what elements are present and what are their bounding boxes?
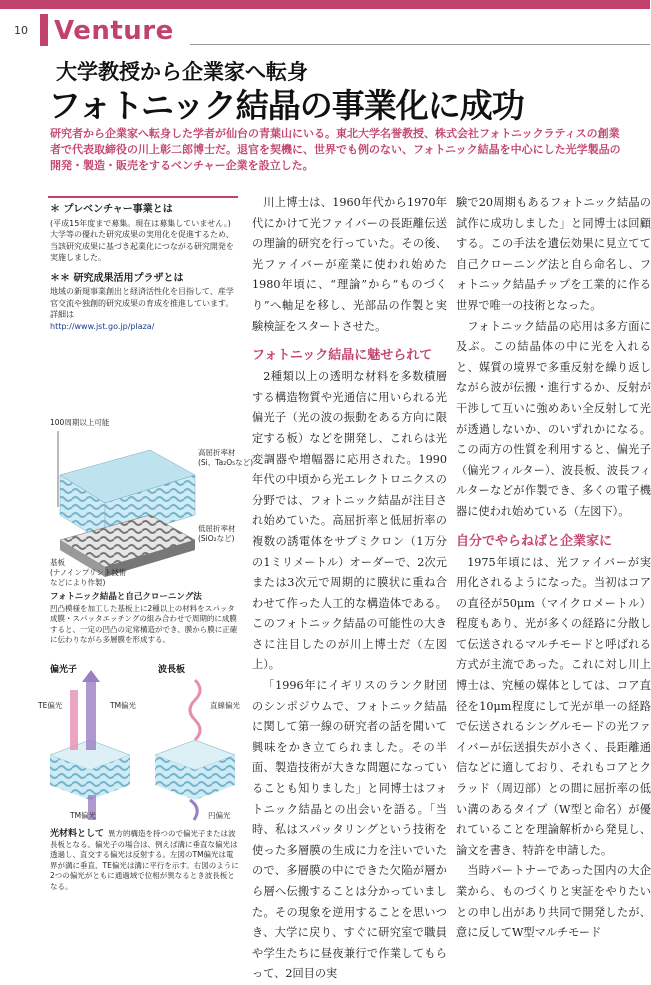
section-rule — [190, 44, 650, 45]
section-header — [40, 14, 650, 46]
body-paragraph-1: 川上博士は、1960年代から1970年代にかけて光ファイバーの長距離伝送の理論的研究を行っていた。その後、光ファイバーが産業に使われ始めた1980年頃に、“理論”から“ものづくり”へ軸足を移し、光部品の作製と実験検証をスタートさせた。 — [252, 196, 447, 333]
body-column-1 — [252, 193, 447, 985]
fig2-te-label: TE偏光 — [38, 701, 63, 710]
fig2-caption-title: 光材料として — [50, 829, 105, 839]
fig2-tm-bottom-label: TM偏光 — [70, 811, 97, 820]
fig2-circular-label: 円偏光 — [208, 811, 231, 820]
body-paragraph-7: 当時パートナーであった国内の大企業から、ものづくりと実証をやりたいとの申し出があり共同で開発したが、意に反してW型マルチモード — [456, 864, 651, 940]
fig1-caption-title: フォトニック結晶と自己クローニング法 — [50, 592, 202, 602]
article-title: フォトニック結晶の事業化に成功 — [48, 86, 524, 125]
section-label: Venture — [54, 16, 174, 46]
fig1-period-label: 100周期以上可能 — [50, 418, 110, 427]
top-accent-bar — [0, 0, 650, 9]
body-paragraph-5: フォトニック結晶の応用は多方面に及ぶ。この結晶体の中に光を入れると、媒質の境界で多重反射を繰り返しながら波が伝搬・進行するか、反射が干渉して互いに強めあい全反射して光が透過しないか、のいずれかになる。この両方の性質を利用すると、偏光子（偏光フィルター）、波長板、波長フィルターなどが作製でき、多くの電子機器に使われ始めている（左図下）。 — [456, 319, 651, 518]
sidebar-rule — [48, 196, 238, 198]
body-paragraph-2: 2種類以上の透明な材料を多数積層する構造物質や光通信に用いられる光偏光子（光の波の振動をある方向に限定する板）などを開発し、これらは光変調器や増幅器に応用された。1990年代の中頃から光エレクトロニクスの分野では、フォトニック結晶が注目され始めていた。高屈折率と低屈折率の複数の誘電体をサブミクロン（1万分の1ミリメートル）オーダーで、2次元または3次元で周期的に膜状に重ね合わせて作った人工的な構造体である。このフォトニック結晶の可能性の大きさに注目したのが川上博士だ（左図上）。 — [252, 370, 447, 672]
note-plaza-body: 地域の新規事業創出と経済活性化を目指して、産学官交流や独創的研究成果の育成を推進しています。詳細は — [50, 287, 234, 319]
sidebar-notes — [50, 204, 240, 332]
fig2-caption-body: 異方的構造を持つので偏光子または波長板となる。偏光子の場合は、例えば溝に垂直な偏光は透過し、直交する偏光は反射する。左図のTM偏光は電界が溝に垂直、TE偏光は溝に平行を示す。右図のように2つの偏光がともに通過域で位相が異なるとき波長板となる。 — [50, 829, 239, 891]
fig2-tm-label: TM偏光 — [110, 701, 137, 710]
body-heading-2: 自分でやらねばと企業家に — [456, 533, 613, 549]
body-paragraph-4: 験で20周期もあるフォトニック結晶の試作に成功しました」と同博士は回顧する。この手法を遺伝効果に見立てて自己クローニング法と自ら命名し、フォトニック結晶チップを工業的に作る世界で唯一の技術となった。 — [456, 196, 651, 312]
section-accent-bar — [40, 14, 48, 46]
body-heading-1: フォトニック結晶に魅せられて — [252, 348, 433, 364]
fig2-head-waveplate: 波長板 — [158, 665, 186, 675]
body-column-2 — [456, 193, 651, 944]
article-subtitle: 大学教授から企業家へ転身 — [56, 60, 308, 84]
note-preventure-body: (平成15年度まで募集。現在は募集していません。) 大学等の優れた研究成果の実用化を促進するため、当該研究成果に基づき起業化につながる研究開発を実施しました。 — [50, 218, 234, 262]
fig2-linear-label: 直線偏光 — [210, 701, 240, 710]
body-paragraph-6: 1975年頃には、光ファイバーが実用化されるようになった。当初はコアの直径が50μm（マイクロメートル）程度もあり、光が多くの経路に分散して伝送されるマルチモードと呼ばれる方式が主流であった。これに対し川上博士は、究極の媒体としては、コア直径を10μm程度にして光が単一の経路で伝送されるシングルモードの光ファイバーが伝送損失が小さく、長距離通信などに適しており、それもコアとクラッド（周辺部）との間に屈折率の低い溝のあるタイプ（W型と命名）が優れていることを理論解析から発見し、論文を書き、特許を申請した。 — [456, 555, 651, 857]
body-paragraph-3: 「1996年にイギリスのランク財団のシンポジウムで、フォトニック結晶に関して第一線の研究者の話を聞いて興味をかき立てられました。その半面、製造技術が大きな問題になっていることも知りました」と同博士はフォトニック結晶との出会いを語る。「当時、私はスパッタリングという技術を使った多層膜の生成に力を注いでいたので、多層膜の中にできた欠陥が層から層へ伝搬することは分かっていました。その現象を逆用することを思いつき、大学に戻り、すぐに研究室で職員や学生たちに昼夜兼行で作業してもらって、2回目の実 — [252, 679, 447, 981]
article-lead: 研究者から企業家へ転身した学者が仙台の青葉山にいる。東北大学名誉教授、株式会社フォトニックラティスの創業者で代表取締役の川上彰二郎博士だ。退官を契機に、世界でも例のない、フォトニック結晶を中心にした光学製品の開発・製造・販売をするベンチャー企業を設立した。 — [50, 127, 621, 172]
fig1-caption — [50, 592, 240, 646]
fig2-head-polarizer: 偏光子 — [50, 665, 78, 675]
note-plaza-link[interactable]: http://www.jst.go.jp/plaza/ — [50, 321, 155, 331]
page-number: 10 — [14, 24, 28, 37]
fig1-low-index-label: 低屈折率材(SiO₂など) — [198, 524, 236, 543]
note-preventure-title: ＊ プレベンチャー事業とは — [50, 204, 173, 215]
note-plaza-title: ＊＊ 研究成果活用プラザとは — [50, 272, 184, 284]
fig1-substrate-label: 基板(ナノインプリント技術などにより作製) — [50, 558, 127, 587]
polarizer-waveplate-figure — [30, 660, 245, 830]
fig1-caption-body: 凹凸模様を加工した基板上に2種以上の材料をスパッタ成膜・スパッタエッチングの組み合わせで周期的に成膜すると、一定の凹凸の定常構造ができ、膜から膜に正確に伝わりながら多層膜を形成する。 — [50, 603, 238, 644]
photonic-crystal-figure — [30, 415, 254, 605]
fig1-high-index-label: 高屈折率材(Si、Ta₂O₅など) — [198, 448, 254, 467]
fig2-caption — [50, 829, 240, 892]
